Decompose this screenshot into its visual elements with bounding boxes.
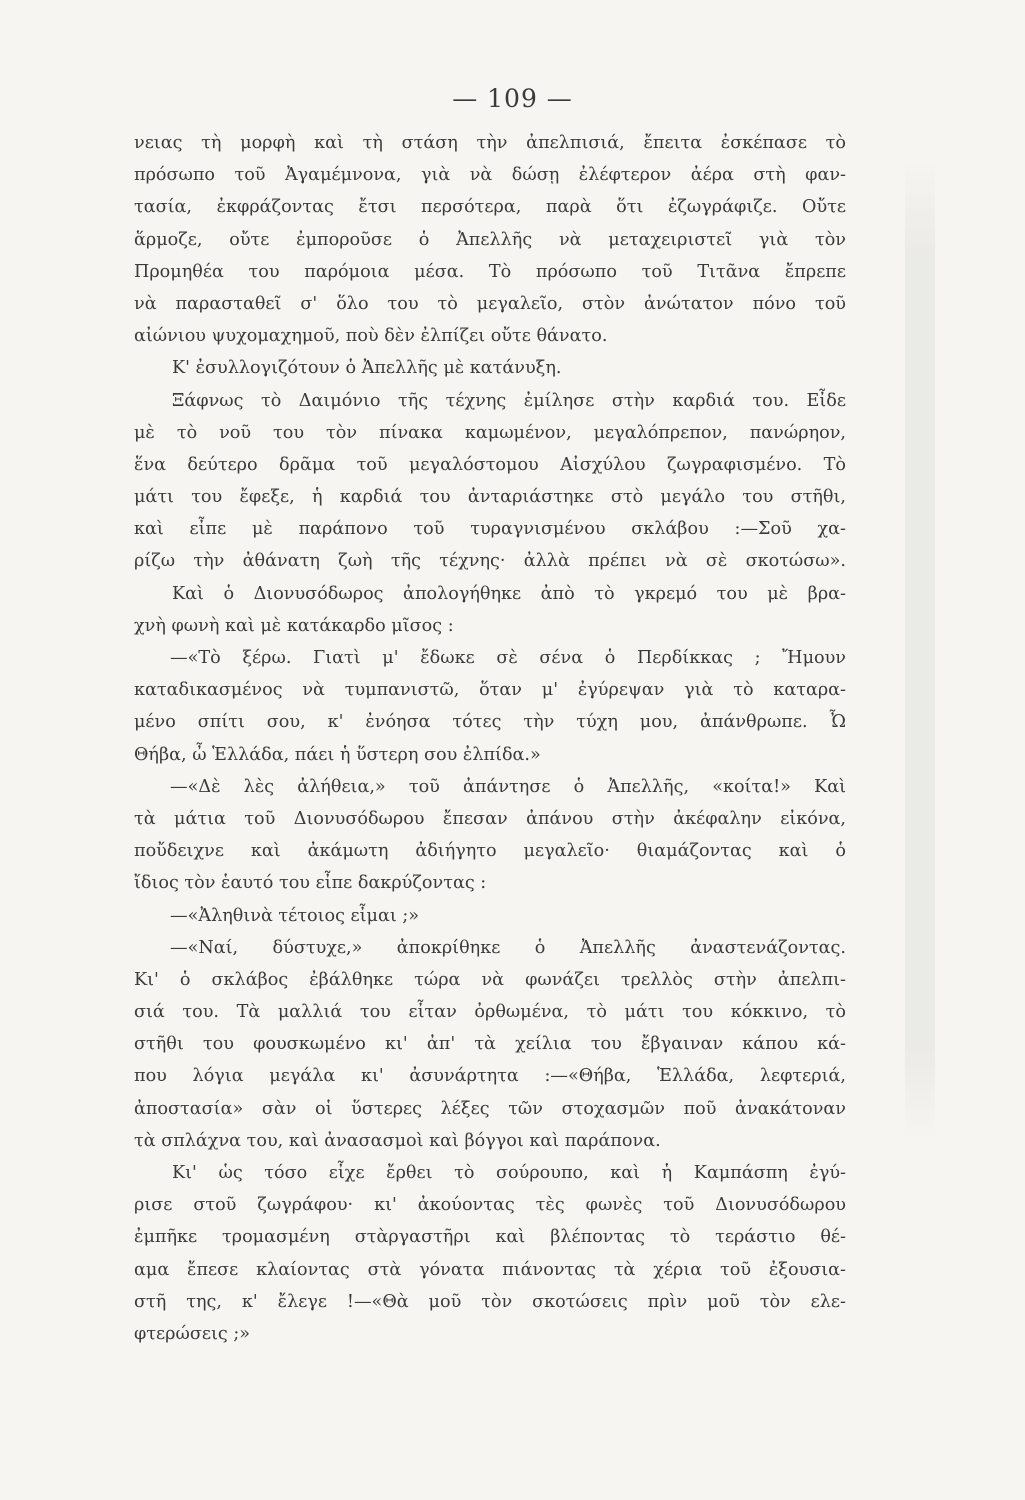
body-text <box>134 127 846 1350</box>
text-line: χνὴ φωνὴ καὶ μὲ κατάκαρδο μῖσος : <box>134 615 454 636</box>
text-line: τὰ μάτια τοῦ Διονυσόδωρου ἔπεσαν ἀπάνου στὴν ἀκέφαλην εἰκόνα, <box>134 808 846 829</box>
text-line: πρόσωπο τοῦ Ἀγαμέμνονα, γιὰ νὰ δώσῃ ἐλέφτερον ἀέρα στὴ φαν- <box>134 165 846 186</box>
text-line: ρισε στοῦ ζωγράφου· κι' ἀκούοντας τὲς φωνὲς τοῦ Διονυσόδωρου <box>134 1195 846 1216</box>
text-line: ἴδιος τὸν ἑαυτό του εἶπε δακρύζοντας : <box>134 873 487 894</box>
text-line: Θήβα, ὦ Ἑλλάδα, πάει ἡ ὕστερη σου ἐλπίδα.» <box>134 744 541 765</box>
text-line: —«Τὸ ξέρω. Γιατὶ μ' ἔδωκε σὲ σένα ὁ Περδίκκας ; Ἤμουν <box>170 648 846 668</box>
text-line: ἀποστασία» σὰν οἱ ὕστερες λέξες τῶν στοχασμῶν ποῦ ἀνακάτοναν <box>134 1098 846 1119</box>
text-line: που λόγια μεγάλα κι' ἀσυνάρτητα :—«Θήβα, Ἑλλάδα, λεφτεριά, <box>134 1066 846 1087</box>
page-number: — 109 — <box>452 84 573 113</box>
text-line: Καὶ ὁ Διονυσόδωρος ἀπολογήθηκε ἀπὸ τὸ γκρεμό του μὲ βρα- <box>172 583 846 604</box>
text-line: —«Δὲ λὲς ἀλήθεια,» τοῦ ἀπάντησε ὁ Ἀπελλῆς, «κοίτα!» Καὶ <box>170 776 846 797</box>
text-line: —«Ναί, δύστυχε,» ἀποκρίθηκε ὁ Ἀπελλῆς ἀναστενάζοντας. <box>170 937 846 958</box>
text-line: ἐμπῆκε τρομασμένη στὰργαστῆρι καὶ βλέποντας τὸ τεράστιο θέ- <box>134 1227 846 1248</box>
text-line: στῆθι του φουσκωμένο κι' ἀπ' τὰ χείλια του ἔβγαιναν κάπου κά- <box>134 1034 846 1055</box>
text-line: Κι' ὡς τόσο εἶχε ἔρθει τὸ σούρουπο, καὶ ἡ Καμπάσπη ἐγύ- <box>172 1163 846 1183</box>
text-line: τασία, ἐκφράζοντας ἔτσι περσότερα, παρὰ ὅτι ἐζωγράφιζε. Οὔτε <box>134 197 846 218</box>
text-line: ρίζω τὴν ἀθάνατη ζωὴ τῆς τέχνης· ἀλλὰ πρέπει νὰ σὲ σκοτώσω». <box>134 551 846 572</box>
text-line: στῆ της, κ' ἔλεγε !—«Θὰ μοῦ τὸν σκοτώσεις πρὶν μοῦ τὸν ελε- <box>134 1291 846 1312</box>
text-line: νὰ παρασταθεῖ σ' ὅλο του τὸ μεγαλεῖο, στὸν ἀνώτατον πόνο τοῦ <box>134 293 846 314</box>
margin-bleed-through <box>905 160 935 1140</box>
text-line: νειας τὴ μορφὴ καὶ τὴ στάση τὴν ἀπελπισιά, ἔπειτα ἐσκέπασε τὸ <box>134 133 846 153</box>
text-line: αμα ἔπεσε κλαίοντας στὰ γόνατα πιάνοντας τὰ χέρια τοῦ ἐξουσια- <box>134 1259 846 1280</box>
text-line: —«Ἀληθινὰ τέτοιος εἶμαι ;» <box>170 905 420 926</box>
text-line: καταδικασμένος νὰ τυμπανιστῶ, ὅταν μ' ἐγύρεψαν γιὰ τὸ καταρα- <box>134 680 846 701</box>
text-line: Κι' ὁ σκλάβος ἐβάλθηκε τώρα νὰ φωνάζει τρελλὸς στὴν ἀπελπι- <box>134 969 846 990</box>
text-line: ποὔδειχνε καὶ ἀκάμωτη ἀδιήγητο μεγαλεῖο· θιαμάζοντας καὶ ὁ <box>134 841 846 862</box>
text-line: ἕνα δεύτερο δρᾶμα τοῦ μεγαλόστομου Αἰσχύλου ζωγραφισμένο. Τὸ <box>134 454 846 475</box>
text-line: μάτι του ἔφεξε, ἡ καρδιά του ἀνταριάστηκε στὸ μεγάλο του στῆθι, <box>134 487 846 508</box>
text-line: μένο σπίτι σου, κ' ἐνόησα τότες τὴν τύχη μου, ἀπάνθρωπε. Ὦ <box>134 712 846 733</box>
text-line: Ξάφνως τὸ Δαιμόνιο τῆς τέχνης ἐμίλησε στὴν καρδιά του. Εἶδε <box>172 390 846 411</box>
text-line: ἅρμοζε, οὔτε ἐμποροῦσε ὁ Ἀπελλῆς νὰ μεταχειριστεῖ γιὰ τὸν <box>134 229 846 250</box>
text-line: Προμηθέα του παρόμοια μέσα. Τὸ πρόσωπο τοῦ Τιτᾶνα ἔπρεπε <box>134 261 846 282</box>
text-line: Κ' ἐσυλλογιζότουν ὁ Ἀπελλῆς μὲ κατάνυξη. <box>172 358 562 379</box>
text-line: καὶ εἶπε μὲ παράπονο τοῦ τυραγνισμένου σκλάβου :—Σοῦ χα- <box>134 519 846 540</box>
text-line: σιά του. Τὰ μαλλιά του εἶταν ὀρθωμένα, τὸ μάτι του κόκκινο, τὸ <box>134 1002 846 1023</box>
text-line: μὲ τὸ νοῦ του τὸν πίνακα καμωμένον, μεγαλόπρεπον, πανώρηον, <box>134 422 846 443</box>
text-line: αἰώνιου ψυχομαχημοῦ, ποὺ δὲν ἐλπίζει οὔτε θάνατο. <box>134 326 608 347</box>
text-line: τὰ σπλάχνα του, καὶ ἀνασασμοὶ καὶ βόγγοι καὶ παράπονα. <box>134 1130 661 1151</box>
text-line: φτερώσεις ;» <box>134 1323 251 1344</box>
